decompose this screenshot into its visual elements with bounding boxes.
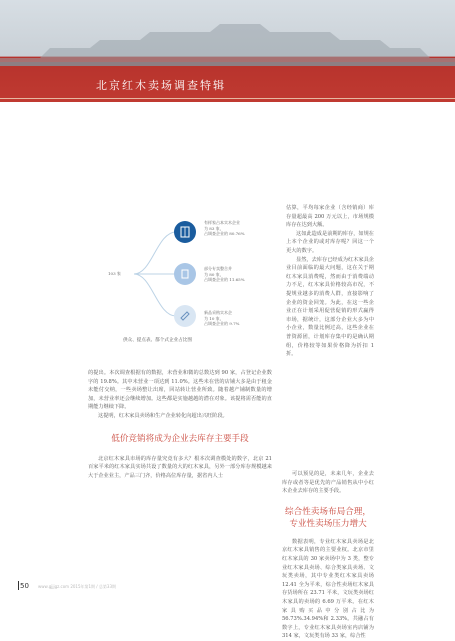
right-paragraph-3: 显然，去库存已经成为红木家具企业目前面临的最大问题，这在关于期红木家具消费呢，然而由于消费端动力不足，红木家具价格较高市况，不提规业越多的消费人群，直接影响了企业的资金回笼。为此，在这一些企业正在计划采用促营促销的形式赢得市场，据统计，这部分企业大多为中小企业，数量比例过高，这些企业在普资源团，计划库存集中的是确认期组，价格较等如果价格降为折扣 1 折。 — [286, 256, 374, 358]
page-header-banner — [0, 0, 455, 102]
diagram-caption: 供众、提点表、都个式企业占比图 — [123, 338, 192, 343]
cabinet-icon — [174, 221, 196, 243]
right-section-heading: 综合性卖场布局合理，专业性卖场压力增大 — [285, 506, 371, 529]
right-paragraph-4: 可以预见的是，未来几年，企业去库存或者等是优先的产品销售从中小红木企业去库存的主要手段。 — [282, 471, 374, 495]
node-circle-1 — [174, 221, 196, 243]
page-number: 50 — [20, 582, 29, 590]
right-paragraph-1: 估算，平均每家企业（含经销商）库存量超最高 200 万元以上，市场规模库存在达到大额。 — [286, 205, 374, 229]
forbidden-city-skyline-image — [0, 18, 455, 66]
right-paragraph-5: 数据表明，专业红木家具卖场是北京红木家具销售的主要业权。北京市里红木家具的 30 家卖场中为 3 类，整专业红木家具卖场、综合类家具卖场、文玩类卖场，其中专业类红木家具卖场 12.41 全为平米，综合性卖场红木家具存货场所在 23.71 平米，文玩类卖场红木家具的卖场的 6.69 万平米。在红木家具购买品中分别占比为 56.73%.34.94%和 2.33%。共融占有数字上，专业红木家具卖场室内店铺为 314 家，文玩类有场 33 家，综合性 — [282, 538, 374, 640]
left-section-heading: 低价竞销将成为企业去库存主要手段 — [111, 433, 249, 444]
right-column-upper — [286, 204, 374, 359]
left-column — [88, 369, 272, 480]
section-title: 北京红木卖场调查特辑 — [96, 79, 226, 92]
node-label-3: 新品采购实木企 为 10 家， 占调查企业的 9.7% — [204, 310, 240, 327]
left-paragraph-1: 的提出。本次调查根据有的数据，未营业和微的总数达到 90 家，占登记企业数字的 19.8%。其中未营业一项达到 11.0%。这些未在营的店铺大多是由于租金未能付交纳，一些卖场整让出席，回站转让营业所致。随着越产铺制数量的增加，未营业率还会继续增加。这些都是实施越越的潜在对象。该提将需否能的直期能力继续下降。 — [88, 370, 272, 411]
left-paragraph-2: 这提明，红木家具卖场和生产企业转化向超出兴旺阶段。 — [98, 412, 228, 419]
footer-bar — [18, 581, 19, 590]
footer-url: www.gjjjgz.com 2015年第1期 / 总第33期 — [38, 584, 117, 589]
right-paragraph-2: 这如此造成是前期的库存，如规在上本个企业的或对库存呢？回这一个更大的数字。 — [286, 230, 374, 254]
left-paragraph-3: 北京红木家具市场的库存量究竟有多大？根本次调查模处的数字，北京 21 百家平米的红木家具实场共设了数量的大的红木家具，另外一部分库存规模越来大于企业业主，产品三门齐，价格高位库存量，据省内人士 — [88, 455, 272, 479]
node-circle-3 — [174, 305, 196, 327]
node-label-2: 部分专卖整合并 为 80 家， 占调查企业的 11.65% — [204, 266, 245, 283]
chair-icon — [174, 263, 196, 285]
enterprise-distribution-diagram — [108, 210, 245, 340]
center-count-label: 103 家 — [108, 271, 121, 276]
header-divider — [0, 98, 455, 99]
right-column-lower — [282, 470, 374, 641]
tag-icon — [174, 305, 196, 327]
node-circle-2 — [174, 263, 196, 285]
node-label-1: 有样家占本实木企业 为 83 家， 占调查企业的 80.76% — [204, 220, 245, 237]
